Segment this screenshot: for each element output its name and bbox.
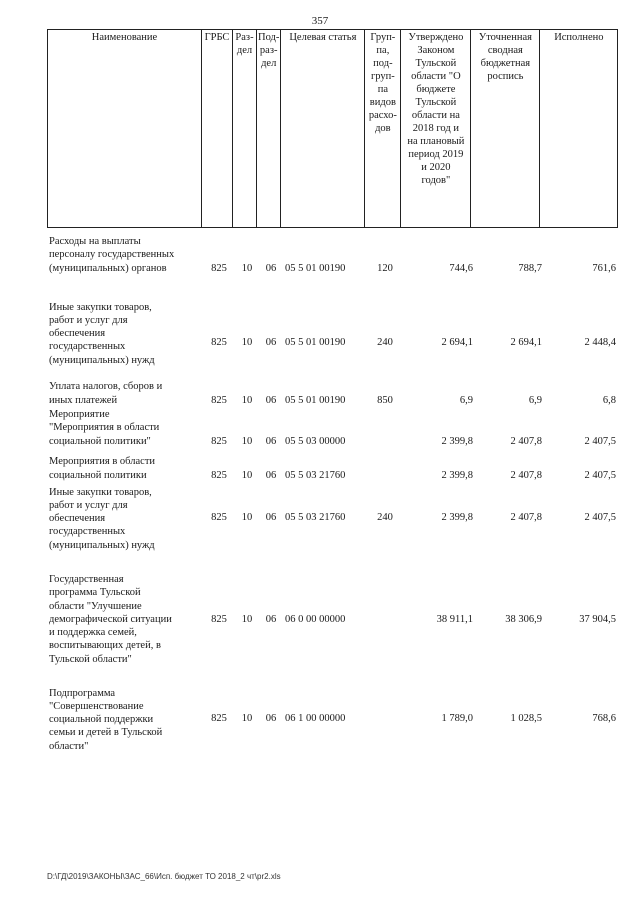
header-executed: Исполнено — [540, 30, 618, 228]
row-refined: 2 407,8 — [510, 435, 542, 447]
row-article: 05 5 01 00190 — [285, 262, 346, 274]
row-approved: 38 911,1 — [436, 613, 473, 625]
table-row — [47, 300, 623, 367]
row-article: 05 5 03 00000 — [285, 435, 346, 447]
row-podrazdel: 06 — [265, 336, 277, 348]
row-grbs: 825 — [211, 435, 227, 447]
row-article: 05 5 03 21760 — [285, 511, 346, 523]
row-group: 850 — [377, 394, 393, 406]
row-name: Расходы на выплаты персоналу государственных (муниципальных) органов — [49, 236, 175, 274]
row-razdel: 10 — [241, 712, 253, 724]
row-group: 240 — [377, 511, 393, 523]
row-podrazdel: 06 — [265, 511, 277, 523]
row-executed: 6,8 — [602, 394, 616, 406]
header-name: Наименование — [48, 30, 202, 228]
row-approved: 744,6 — [449, 262, 473, 274]
row-refined: 788,7 — [518, 262, 542, 274]
table-header — [47, 29, 618, 228]
row-razdel: 10 — [241, 469, 253, 481]
row-executed: 768,6 — [592, 712, 616, 724]
row-refined: 2 407,8 — [510, 511, 542, 523]
row-article: 05 5 03 21760 — [285, 469, 346, 481]
row-group: 240 — [377, 336, 393, 348]
row-razdel: 10 — [241, 435, 253, 447]
row-name: Иные закупки товаров, работ и услуг для обеспечения государственных (муниципальных) нужд — [49, 301, 155, 366]
row-name: Мероприятия в области социальной политики — [49, 456, 156, 481]
row-grbs: 825 — [211, 712, 227, 724]
table-row — [47, 455, 623, 482]
row-refined: 1 028,5 — [510, 712, 542, 724]
footer-file-path: D:\ГД\2019\ЗАКОНЫ\ЗАС_66\Исп. бюджет ТО 2018_2 чт\pr2.xls — [47, 872, 281, 881]
row-approved: 2 399,8 — [441, 511, 473, 523]
row-approved: 6,9 — [459, 394, 473, 406]
row-executed: 761,6 — [592, 262, 616, 274]
row-razdel: 10 — [241, 613, 253, 625]
table-row — [47, 686, 623, 753]
row-group: 120 — [377, 262, 393, 274]
row-approved: 2 399,8 — [441, 435, 473, 447]
row-grbs: 825 — [211, 262, 227, 274]
row-podrazdel: 06 — [265, 712, 277, 724]
row-approved: 2 694,1 — [441, 336, 473, 348]
row-approved: 2 399,8 — [441, 469, 473, 481]
row-grbs: 825 — [211, 469, 227, 481]
row-razdel: 10 — [241, 336, 253, 348]
header-grbs: ГРБС — [202, 30, 233, 228]
row-article: 06 1 00 00000 — [285, 712, 346, 724]
row-executed: 2 407,5 — [584, 511, 616, 523]
page-number: 357 — [311, 15, 329, 27]
row-razdel: 10 — [241, 262, 253, 274]
header-podrazdel: Под- раз- дел — [257, 30, 281, 228]
header-refined: Уточненная сводная бюджетная роспись — [471, 30, 540, 228]
row-grbs: 825 — [211, 336, 227, 348]
row-podrazdel: 06 — [265, 435, 277, 447]
row-name: Иные закупки товаров, работ и услуг для обеспечения государственных (муниципальных) нужд — [49, 486, 155, 551]
row-grbs: 825 — [211, 394, 227, 406]
row-executed: 2 448,4 — [584, 336, 616, 348]
table-row — [47, 408, 623, 448]
header-group: Груп- па, под- груп- па видов расхо- дов — [365, 30, 401, 228]
row-razdel: 10 — [241, 394, 253, 406]
row-article: 06 0 00 00000 — [285, 613, 346, 625]
row-article: 05 5 01 00190 — [285, 336, 346, 348]
row-article: 05 5 01 00190 — [285, 394, 346, 406]
table-row — [47, 485, 623, 552]
header-razdel: Раз- дел — [233, 30, 257, 228]
row-refined: 6,9 — [528, 394, 542, 406]
row-razdel: 10 — [241, 511, 253, 523]
row-refined: 2 407,8 — [510, 469, 542, 481]
row-executed: 37 904,5 — [579, 613, 616, 625]
row-grbs: 825 — [211, 511, 227, 523]
row-podrazdel: 06 — [265, 613, 277, 625]
table-row — [47, 380, 623, 407]
row-refined: 2 694,1 — [510, 336, 542, 348]
row-refined: 38 306,9 — [505, 613, 542, 625]
row-approved: 1 789,0 — [441, 712, 473, 724]
row-grbs: 825 — [211, 613, 227, 625]
row-executed: 2 407,5 — [584, 435, 616, 447]
row-name: Мероприятие "Мероприятия в области социальной политики" — [49, 409, 160, 447]
row-executed: 2 407,5 — [584, 469, 616, 481]
table-row — [47, 236, 623, 275]
table-row — [47, 572, 623, 666]
row-podrazdel: 06 — [265, 394, 277, 406]
row-podrazdel: 06 — [265, 469, 277, 481]
row-name: Уплата налогов, сборов и иных платежей — [49, 381, 163, 406]
row-name: Подпрограмма "Совершенствование социальной поддержки семьи и детей в Тульской области" — [49, 687, 163, 752]
row-podrazdel: 06 — [265, 262, 277, 274]
header-article: Целевая статья — [281, 30, 365, 228]
row-name: Государственная программа Тульской области "Улучшение демографической ситуации и поддержка семей, воспитывающих детей, в Тульской области" — [49, 573, 172, 665]
header-approved: Утверждено Законом Тульской области "О бюджете Тульской области на 2018 год и на плановый период 2019 и 2020 годов" — [401, 30, 471, 228]
